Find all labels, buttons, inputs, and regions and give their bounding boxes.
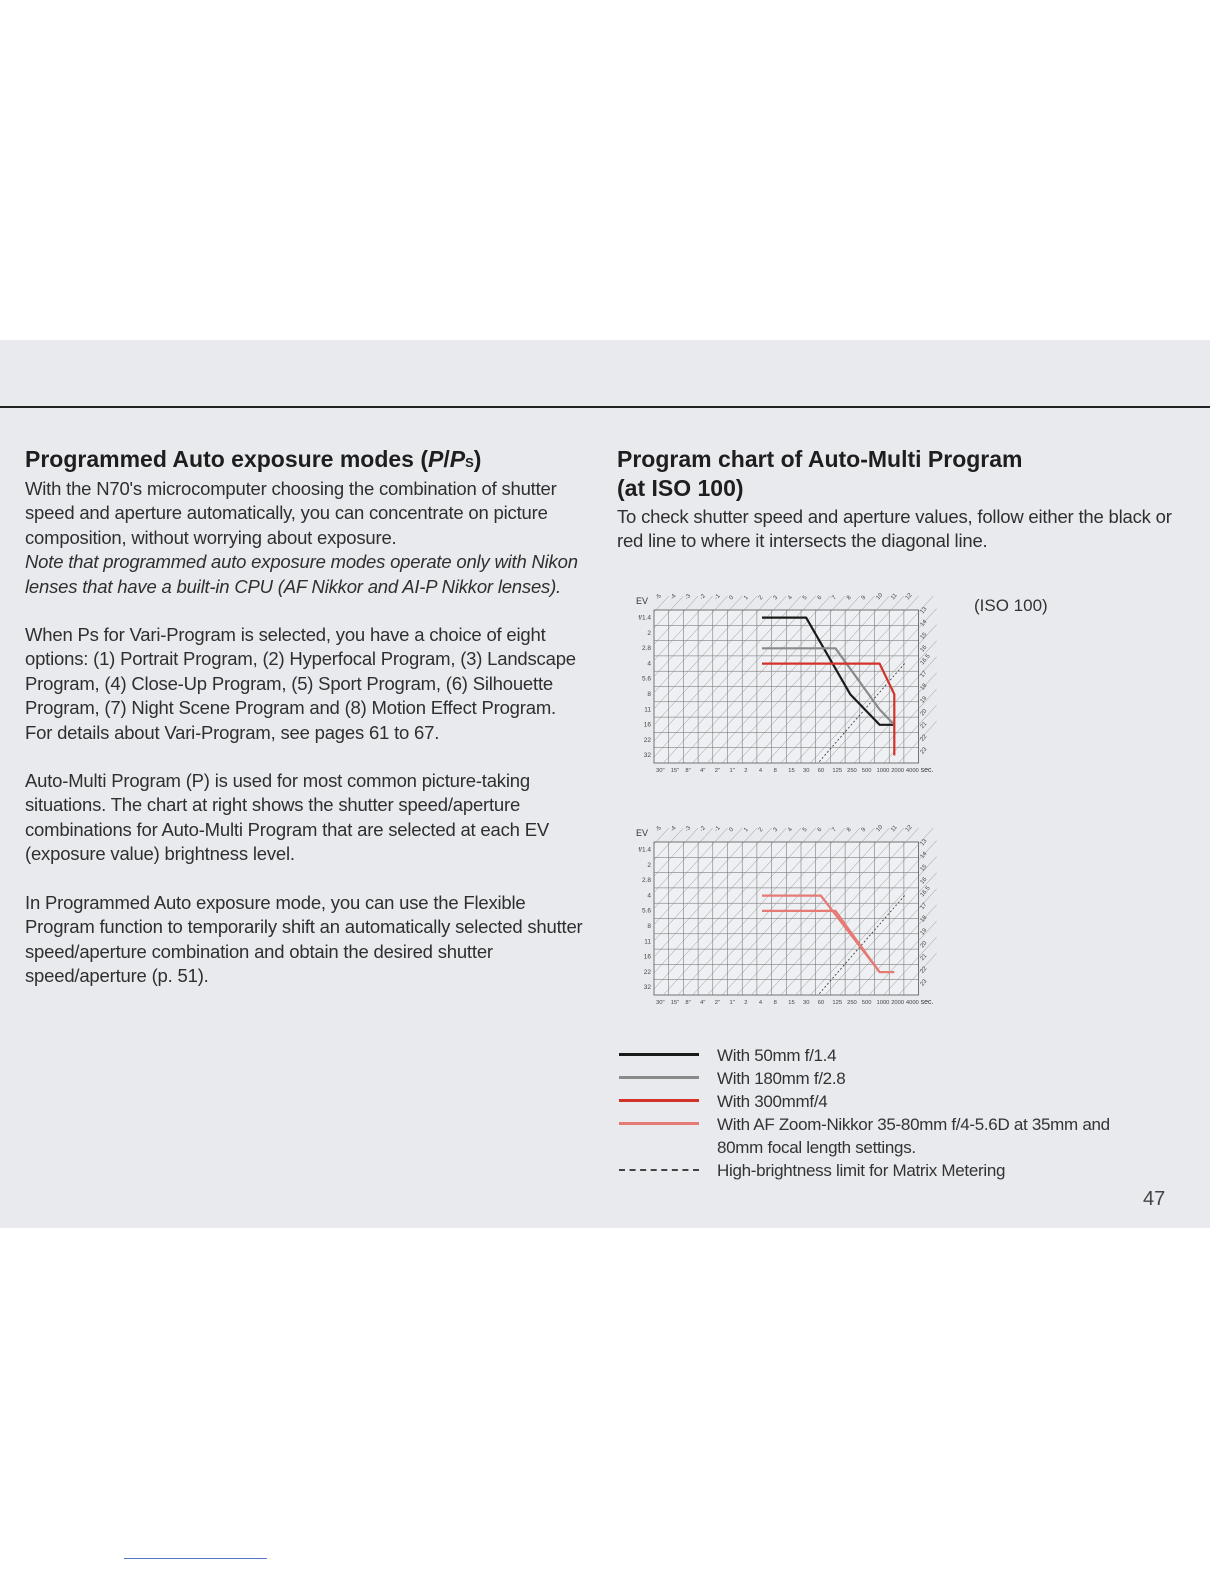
shutter-tick-label: 30 bbox=[803, 1000, 810, 1006]
shutter-tick-label: 4 bbox=[758, 1000, 763, 1006]
shutter-tick-label: 60 bbox=[817, 768, 825, 774]
aperture-tick-label: f/1.4 bbox=[638, 614, 651, 622]
ev-right-tick: 16.5 bbox=[919, 885, 932, 899]
ev-top-tick: 2 bbox=[757, 826, 765, 834]
legend-swatch bbox=[619, 1053, 699, 1056]
ev-right-tick: 22 bbox=[919, 733, 929, 743]
ev-top-tick: -1 bbox=[713, 825, 722, 834]
ev-top-tick: 8 bbox=[846, 826, 853, 834]
legend-swatch-dashed bbox=[619, 1169, 699, 1171]
aperture-tick-label: 8 bbox=[647, 922, 651, 930]
ev-top-tick: 11 bbox=[890, 824, 899, 834]
ev-top-tick: -1 bbox=[713, 593, 722, 602]
ev-top-tick: 12 bbox=[904, 592, 914, 602]
ev-right-tick: 14 bbox=[919, 619, 929, 629]
shutter-tick-label: 8" bbox=[685, 768, 691, 774]
shutter-tick-label: 30" bbox=[656, 768, 665, 774]
ev-top-tick: -4 bbox=[669, 825, 678, 834]
legend-label: High-brightness limit for Matrix Metering bbox=[717, 1161, 1006, 1180]
ev-right-tick: 23 bbox=[919, 978, 929, 988]
note-paragraph: Note that programmed auto exposure modes operate only with Nikon lenses that have a built-in CPU (AF Nikkor and AI-P Nikkor lenses). bbox=[25, 551, 578, 597]
shutter-tick-label: 1000 bbox=[876, 768, 890, 774]
ev-top-tick: 9 bbox=[860, 826, 868, 834]
shutter-tick-label: 2" bbox=[714, 768, 721, 774]
shutter-tick-label: 500 bbox=[861, 1000, 872, 1006]
ev-right-tick: 20 bbox=[919, 708, 929, 718]
aperture-tick-label: 5.6 bbox=[641, 907, 651, 915]
flexible-program-paragraph: In Programmed Auto exposure mode, you can use the Flexible Program function to temporarily shift an automatically selected shutter speed/aperture combination and obtain the desired shutter speed/aperture (p. 51). bbox=[25, 891, 583, 986]
legend-label: With 300mmf/4 bbox=[717, 1092, 828, 1111]
ev-right-tick: 15 bbox=[919, 631, 929, 641]
ev-right-tick: 21 bbox=[919, 721, 929, 731]
ev-top-tick: 5 bbox=[801, 594, 809, 602]
intro-paragraph: With the N70's microcomputer choosing the combination of shutter speed and aperture automatically, you can concentrate on picture composition, without worrying about exposure. bbox=[25, 478, 557, 548]
ev-axis-label: EV bbox=[636, 596, 649, 606]
legend-item bbox=[619, 1113, 1179, 1159]
program-chart-lower-svg bbox=[632, 820, 962, 1032]
iso-label: (ISO 100) bbox=[974, 596, 1048, 615]
shutter-unit-label: sec. bbox=[920, 999, 934, 1006]
ev-top-tick: -3 bbox=[684, 825, 693, 834]
legend-item bbox=[619, 1159, 1179, 1182]
shutter-tick-label: 8 bbox=[773, 1000, 777, 1006]
ev-axis-label: EV bbox=[636, 828, 649, 838]
aperture-tick-label: 22 bbox=[643, 968, 651, 976]
program-chart-upper-svg bbox=[632, 588, 962, 800]
ev-right-tick: 16 bbox=[919, 644, 929, 654]
legend-swatch bbox=[619, 1076, 699, 1079]
ev-right-tick: 16.5 bbox=[919, 653, 932, 667]
ev-top-tick: -5 bbox=[654, 825, 663, 834]
ev-right-tick: 18 bbox=[919, 682, 929, 692]
ev-top-tick: -5 bbox=[654, 593, 663, 602]
aperture-tick-label: 2.8 bbox=[641, 645, 651, 653]
shutter-tick-label: 2 bbox=[744, 1000, 748, 1006]
ev-top-tick: 4 bbox=[787, 826, 794, 834]
ev-top-tick: 12 bbox=[904, 824, 914, 834]
section-title: Programmed Auto exposure modes (P/PS) bbox=[25, 446, 482, 472]
shutter-tick-label: 4 bbox=[758, 768, 763, 774]
aperture-tick-label: 2.8 bbox=[641, 877, 651, 885]
shutter-tick-label: 125 bbox=[832, 1000, 843, 1006]
shutter-tick-label: 1" bbox=[729, 768, 735, 774]
footnote-rule bbox=[124, 1558, 267, 1559]
ev-top-tick: 10 bbox=[875, 592, 885, 602]
vari-program-reference: For details about Vari-Program, see pages 61 to 67. bbox=[25, 721, 440, 743]
aperture-tick-label: 11 bbox=[644, 938, 651, 946]
ev-right-tick: 17 bbox=[919, 902, 929, 912]
shutter-tick-label: 1" bbox=[729, 1000, 735, 1006]
right-column bbox=[617, 445, 1177, 554]
aperture-tick-label: 5.6 bbox=[641, 675, 651, 683]
shutter-tick-label: 4" bbox=[700, 768, 706, 774]
shutter-unit-label: sec. bbox=[920, 767, 934, 774]
ev-top-tick: 3 bbox=[772, 826, 780, 834]
program-chart-upper bbox=[632, 588, 962, 805]
ev-right-tick: 22 bbox=[919, 965, 929, 975]
shutter-tick-label: 500 bbox=[861, 768, 872, 774]
ev-top-tick: 8 bbox=[846, 594, 853, 602]
legend-item bbox=[619, 1090, 1179, 1113]
ev-right-tick: 19 bbox=[919, 695, 929, 705]
aperture-tick-label: 32 bbox=[643, 984, 651, 992]
page-number: 47 bbox=[1143, 1188, 1166, 1210]
shutter-tick-label: 2 bbox=[744, 768, 748, 774]
aperture-tick-label: f/1.4 bbox=[638, 846, 651, 854]
ev-top-tick: -2 bbox=[699, 825, 708, 834]
ev-top-tick: 4 bbox=[787, 594, 794, 602]
mode-p: P bbox=[428, 446, 444, 472]
aperture-tick-label: 8 bbox=[647, 690, 651, 698]
shutter-tick-label: 15" bbox=[670, 768, 680, 774]
ev-top-tick: -3 bbox=[684, 593, 693, 602]
aperture-tick-label: 2 bbox=[647, 629, 651, 637]
shutter-tick-label: 250 bbox=[847, 1000, 857, 1006]
shutter-tick-label: 15 bbox=[788, 768, 795, 774]
legend-swatch bbox=[619, 1099, 699, 1102]
aperture-tick-label: 4 bbox=[647, 660, 651, 668]
ev-right-tick: 13 bbox=[919, 606, 929, 616]
legend-swatch bbox=[619, 1122, 699, 1125]
ev-right-tick: 17 bbox=[919, 670, 929, 680]
legend-item bbox=[619, 1044, 1179, 1067]
aperture-tick-label: 11 bbox=[644, 706, 651, 714]
program-chart-lower bbox=[632, 820, 962, 1037]
aperture-tick-label: 16 bbox=[643, 721, 651, 729]
vari-program-paragraph: When Ps for Vari-Program is selected, you have a choice of eight options: (1) Portrait Program, (2) Hyperfocal Program, (3) Landscape Program, (4) Close-Up Program, (5) Sport Program, (6) Silhouette Program, (7) Night Scene Program and (8) Motion Effect Program. bbox=[25, 624, 576, 719]
shutter-tick-label: 30 bbox=[803, 768, 810, 774]
ev-right-tick: 23 bbox=[919, 746, 929, 756]
ev-top-tick: 9 bbox=[860, 594, 868, 602]
shutter-tick-label: 2" bbox=[714, 1000, 721, 1006]
shutter-tick-label: 15 bbox=[788, 1000, 795, 1006]
aperture-tick-label: 32 bbox=[643, 752, 651, 760]
chart-section-title: Program chart of Auto-Multi Program (at ISO 100) bbox=[617, 446, 1023, 501]
ev-right-tick: 21 bbox=[919, 953, 929, 963]
chart-intro: To check shutter speed and aperture values, follow either the black or red line to where it intersects the diagonal line. bbox=[617, 506, 1172, 552]
ev-right-tick: 19 bbox=[919, 927, 929, 937]
aperture-tick-label: 16 bbox=[643, 953, 651, 961]
aperture-tick-label: 4 bbox=[647, 892, 651, 900]
chart-legend bbox=[619, 1044, 1179, 1182]
ev-right-tick: 18 bbox=[919, 914, 929, 924]
top-rule bbox=[0, 406, 1210, 408]
shutter-tick-label: 60 bbox=[817, 1000, 825, 1006]
shutter-tick-label: 8" bbox=[685, 1000, 691, 1006]
ev-right-tick: 14 bbox=[919, 851, 929, 861]
ev-top-tick: 10 bbox=[875, 824, 885, 834]
mode-ps: P bbox=[449, 446, 466, 472]
ev-top-tick: 0 bbox=[728, 594, 736, 602]
legend-label: With 50mm f/1.4 bbox=[717, 1046, 837, 1065]
shutter-tick-label: 1000 bbox=[876, 1000, 890, 1006]
ev-top-tick: -2 bbox=[699, 593, 708, 602]
ev-top-tick: 3 bbox=[772, 594, 780, 602]
left-column bbox=[25, 445, 585, 988]
shutter-tick-label: 2000 bbox=[891, 1000, 905, 1006]
ev-right-tick: 15 bbox=[919, 863, 929, 873]
ev-top-tick: 2 bbox=[757, 594, 765, 602]
shutter-tick-label: 250 bbox=[847, 768, 857, 774]
legend-item bbox=[619, 1067, 1179, 1090]
ev-top-tick: 7 bbox=[831, 594, 839, 602]
shutter-tick-label: 8 bbox=[773, 768, 777, 774]
shutter-tick-label: 30" bbox=[656, 1000, 665, 1006]
page-panel bbox=[0, 340, 1210, 1228]
shutter-tick-label: 4" bbox=[700, 1000, 706, 1006]
ev-top-tick: 11 bbox=[890, 592, 899, 602]
shutter-tick-label: 4000 bbox=[905, 768, 919, 774]
ev-top-tick: 7 bbox=[831, 826, 839, 834]
ev-top-tick: 6 bbox=[816, 826, 824, 834]
ev-top-tick: 0 bbox=[728, 826, 736, 834]
ev-right-tick: 16 bbox=[919, 876, 929, 886]
shutter-tick-label: 2000 bbox=[891, 768, 905, 774]
shutter-tick-label: 125 bbox=[832, 768, 843, 774]
ev-top-tick: 1 bbox=[743, 594, 750, 602]
ev-right-tick: 13 bbox=[919, 838, 929, 848]
aperture-tick-label: 22 bbox=[643, 736, 651, 744]
ev-top-tick: -4 bbox=[669, 593, 678, 602]
legend-label: With AF Zoom-Nikkor 35-80mm f/4-5.6D at 35mm and 80mm focal length settings. bbox=[717, 1115, 1110, 1157]
legend-label: With 180mm f/2.8 bbox=[717, 1069, 846, 1088]
ev-right-tick: 20 bbox=[919, 940, 929, 950]
auto-multi-paragraph: Auto-Multi Program (P) is used for most common picture-taking situations. The chart at right shows the shutter speed/aperture combinations for Auto-Multi Program that are selected at each EV (exposure value) brightness level. bbox=[25, 770, 549, 865]
shutter-tick-label: 15" bbox=[670, 1000, 680, 1006]
ev-top-tick: 1 bbox=[743, 826, 750, 834]
ev-top-tick: 5 bbox=[801, 826, 809, 834]
aperture-tick-label: 2 bbox=[647, 861, 651, 869]
ev-top-tick: 6 bbox=[816, 594, 824, 602]
shutter-tick-label: 4000 bbox=[905, 1000, 919, 1006]
